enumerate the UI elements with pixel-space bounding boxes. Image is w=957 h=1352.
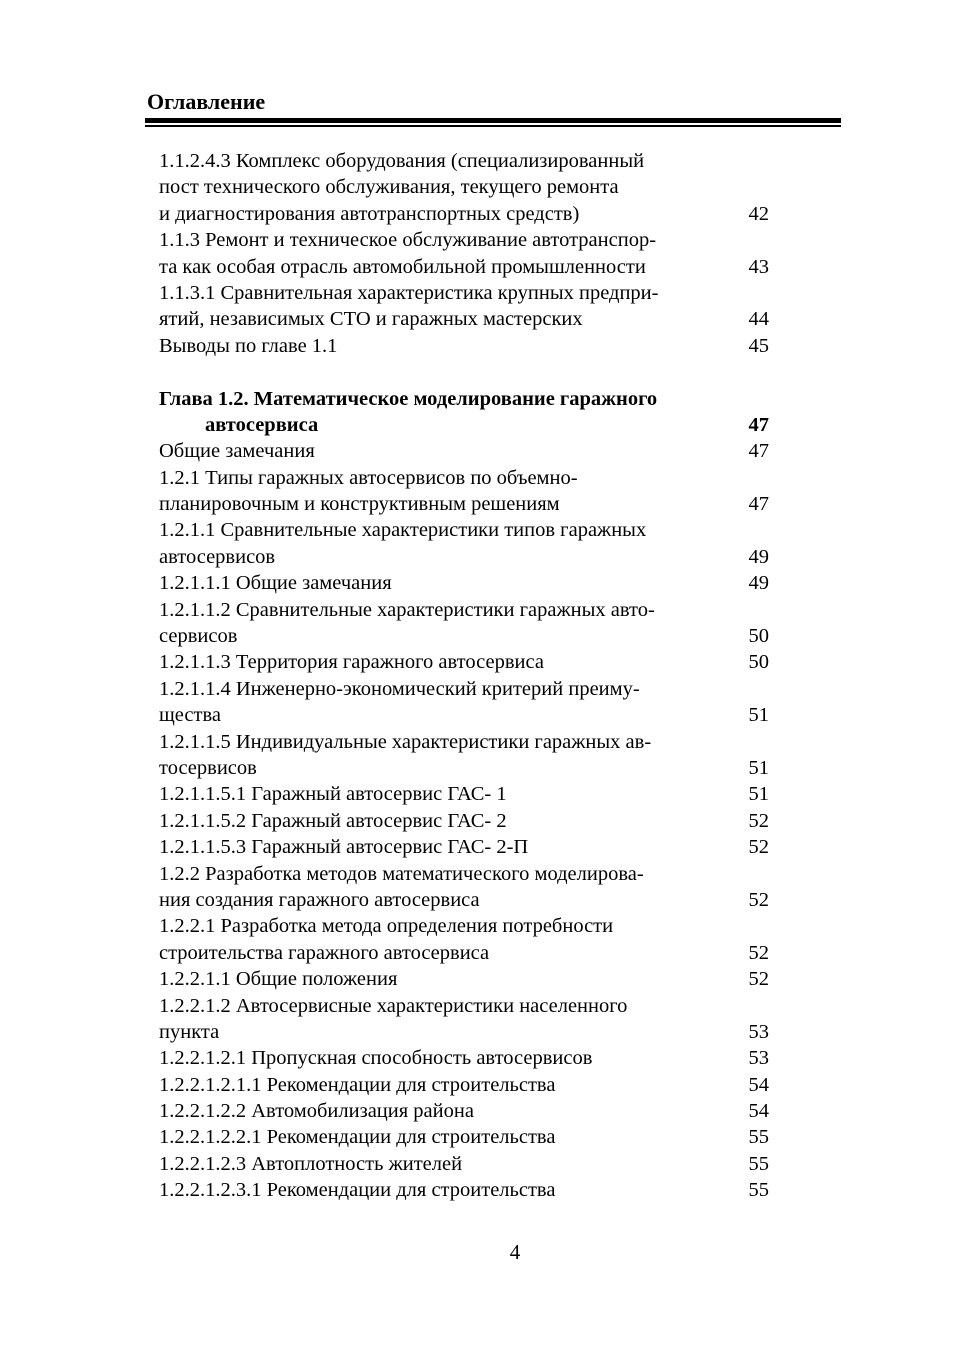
toc-entry-line: 1.2.2.1.2.1.1 Рекомендации для строительства [159, 1073, 556, 1096]
toc-entry[interactable] [159, 280, 769, 333]
toc-page-number: 51 [748, 704, 769, 727]
toc-entry[interactable] [159, 1072, 769, 1098]
toc-page-number: 53 [748, 1047, 769, 1070]
toc-page-number: 51 [748, 783, 769, 806]
toc-entry-line: 1.2.1.1.2 Сравнительные характеристики гаражных авто- [159, 598, 655, 621]
toc-entry-line: 1.2.1.1 Сравнительные характеристики типов гаражных [159, 519, 647, 542]
toc-entry-line: сервисов [159, 625, 238, 648]
toc-entry[interactable] [159, 227, 769, 280]
toc-entry[interactable] [159, 861, 769, 914]
toc-entry-line: строительства гаражного автосервиса [159, 941, 490, 964]
toc-page-number: 49 [748, 545, 769, 568]
toc-entry-line: 1.2.1.1.4 Инженерно-экономический критерий преиму- [159, 677, 640, 700]
toc-entry-line: и диагностирования автотранспортных средств) [159, 202, 580, 225]
toc-page-number: 43 [748, 255, 769, 278]
toc-entry[interactable] [159, 597, 769, 650]
toc-entry[interactable] [159, 148, 769, 227]
toc-entry-line: планировочным и конструктивным решениям [159, 493, 560, 516]
toc-page-number: 52 [748, 836, 769, 859]
toc-entry[interactable] [159, 808, 769, 834]
toc-entry-line: 1.2.2.1.2.1 Пропускная способность автосервисов [159, 1047, 593, 1070]
toc-entry-line: тосервисов [159, 756, 257, 779]
toc-entry-line: ятий, независимых СТО и гаражных мастерских [159, 308, 583, 331]
toc-page-number: 53 [748, 1020, 769, 1043]
table-of-contents [159, 148, 779, 1204]
toc-entry[interactable] [159, 1151, 769, 1177]
toc-page-number: 50 [748, 651, 769, 674]
header-rule-thick [145, 118, 841, 123]
toc-entry-line: 1.2.2.1.2 Автосервисные характеристики населенного [159, 994, 628, 1017]
toc-entry-line: 1.2.1.1.3 Территория гаражного автосервиса [159, 651, 544, 674]
toc-entry[interactable] [159, 333, 769, 359]
toc-chapter-line: автосервиса [205, 413, 319, 436]
toc-page-number: 47 [748, 413, 769, 436]
toc-entry-line: 1.2.1.1.1 Общие замечания [159, 572, 392, 595]
toc-entry-line: Общие замечания [159, 440, 315, 463]
toc-entry-line: пост технического обслуживания, текущего ремонта [159, 176, 619, 199]
toc-entry-line: та как особая отрасль автомобильной промышленности [159, 255, 646, 278]
toc-entry[interactable] [159, 465, 769, 518]
toc-entry[interactable] [159, 570, 769, 596]
toc-page-number: 55 [748, 1152, 769, 1175]
toc-page-number: 52 [748, 809, 769, 832]
toc-chapter-line: Глава 1.2. Математическое моделирование гаражного [159, 387, 658, 410]
toc-entry-line: 1.2.2.1.2.3.1 Рекомендации для строительства [159, 1179, 556, 1202]
toc-entry[interactable] [159, 1045, 769, 1071]
toc-entry-line: 1.2.2.1 Разработка метода определения потребности [159, 915, 614, 938]
toc-page-number: 55 [748, 1179, 769, 1202]
toc-entry[interactable] [159, 966, 769, 992]
toc-entry[interactable] [159, 517, 769, 570]
toc-entry[interactable] [159, 649, 769, 675]
toc-entry-line: 1.2.2.1.2.2.1 Рекомендации для строительства [159, 1126, 556, 1149]
toc-page-number: 42 [748, 202, 769, 225]
toc-page-number: 44 [748, 308, 769, 331]
toc-entry-line: 1.2.1.1.5.2 Гаражный автосервис ГАС- 2 [159, 809, 507, 832]
toc-page-number: 52 [748, 968, 769, 991]
toc-entry-line: пункта [159, 1020, 220, 1043]
toc-page-number: 49 [748, 572, 769, 595]
page-title: Оглавление [147, 89, 266, 114]
toc-entry-line: 1.1.3 Ремонт и техническое обслуживание автотранспор- [159, 229, 657, 252]
toc-entry[interactable] [159, 834, 769, 860]
toc-page-number: 52 [748, 941, 769, 964]
toc-entry[interactable] [159, 1177, 769, 1203]
toc-page-number: 55 [748, 1126, 769, 1149]
toc-entry-line: 1.2.2.1.2.2 Автомобилизация района [159, 1100, 474, 1123]
page-number: 4 [509, 1240, 521, 1264]
toc-page-number: 47 [748, 493, 769, 516]
toc-entry[interactable] [159, 781, 769, 807]
toc-page-number: 47 [748, 440, 769, 463]
header-rule-thin [145, 125, 841, 127]
toc-entry-line: 1.1.2.4.3 Комплекс оборудования (специализированный [159, 150, 645, 172]
toc-page-number: 45 [748, 334, 769, 357]
toc-entry-line: 1.2.1.1.5.1 Гаражный автосервис ГАС- 1 [159, 783, 507, 806]
toc-entry[interactable] [159, 438, 769, 464]
toc-chapter-heading[interactable] [159, 386, 769, 439]
toc-entry[interactable] [159, 993, 769, 1046]
toc-entry-line: автосервисов [159, 545, 276, 568]
toc-entry-line: 1.2.2 Разработка методов математического моделирова- [159, 862, 644, 885]
toc-entry-line: 1.1.3.1 Сравнительная характеристика крупных предпри- [159, 281, 659, 304]
toc-entry-line: щества [159, 704, 221, 727]
toc-entry[interactable] [159, 1124, 769, 1150]
toc-entry-line: Выводы по главе 1.1 [159, 334, 338, 357]
toc-entry[interactable] [159, 913, 769, 966]
toc-entry-line: ния создания гаражного автосервиса [159, 888, 480, 911]
toc-entry-line: 1.2.2.1.2.3 Автоплотность жителей [159, 1152, 463, 1175]
toc-entry-line: 1.2.2.1.1 Общие положения [159, 968, 398, 991]
toc-entry[interactable] [159, 729, 769, 782]
toc-entry-line: 1.2.1 Типы гаражных автосервисов по объемно- [159, 466, 578, 489]
toc-page-number: 50 [748, 625, 769, 648]
toc-entry-line: 1.2.1.1.5.3 Гаражный автосервис ГАС- 2-П [159, 836, 529, 859]
toc-entry[interactable] [159, 1098, 769, 1124]
toc-page-number: 51 [748, 756, 769, 779]
toc-page-number: 52 [748, 888, 769, 911]
toc-entry-line: 1.2.1.1.5 Индивидуальные характеристики гаражных ав- [159, 730, 652, 753]
toc-page-number: 54 [748, 1100, 769, 1123]
toc-page-number: 54 [748, 1073, 769, 1096]
toc-entry[interactable] [159, 676, 769, 729]
